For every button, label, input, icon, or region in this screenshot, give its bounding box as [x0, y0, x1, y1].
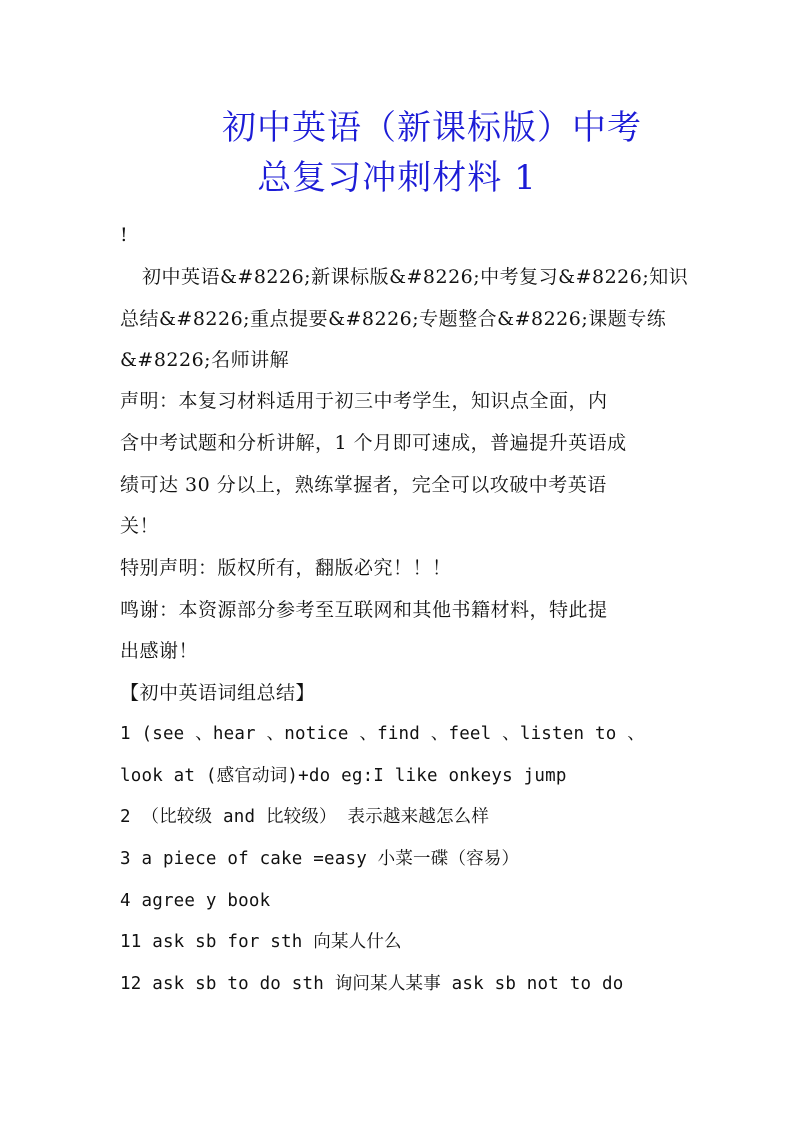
- exclamation-mark: !: [120, 224, 129, 246]
- phrase-item-3: 3 a piece of cake =easy 小菜一碟（容易）: [120, 849, 520, 869]
- statement-line-2: 含中考试题和分析讲解，1 个月即可速成，普遍提升英语成: [120, 432, 627, 454]
- statement-line-4: 关！: [120, 515, 160, 537]
- tags-line-3: &#8226;名师讲解: [120, 349, 290, 371]
- statement-line-3: 绩可达 30 分以上，熟练掌握者，完全可以攻破中考英语: [120, 474, 607, 496]
- tags-line-1: 初中英语&#8226;新课标版&#8226;中考复习&#8226;知识: [142, 266, 689, 288]
- section-heading: 【初中英语词组总结】: [120, 682, 316, 704]
- phrase-item-12: 12 ask sb to do sth 询问某人某事 ask sb not to do: [120, 974, 624, 994]
- phrase-item-1-line-2: look at (感官动词)+do eg:I like onkeys jump: [120, 766, 567, 786]
- statement-line-1: 声明：本复习材料适用于初三中考学生，知识点全面，内: [120, 390, 608, 412]
- special-statement: 特别声明：版权所有，翻版必究！！！: [120, 557, 452, 579]
- thanks-line-1: 鸣谢：本资源部分参考至互联网和其他书籍材料，特此提: [120, 599, 608, 621]
- phrase-item-4: 4 agree y book: [120, 891, 271, 911]
- thanks-line-2: 出感谢！: [120, 640, 199, 662]
- document-title-line-1: 初中英语（新课标版）中考: [222, 108, 642, 148]
- phrase-item-1-line-1: 1 (see 、hear 、notice 、find 、feel 、listen to 、: [120, 724, 645, 744]
- phrase-item-2: 2 （比较级 and 比较级） 表示越来越怎么样: [120, 807, 490, 827]
- tags-line-2: 总结&#8226;重点提要&#8226;专题整合&#8226;课题专练: [120, 308, 667, 330]
- phrase-item-11: 11 ask sb for sth 向某人什么: [120, 932, 402, 952]
- document-title-line-2: 总复习冲刺材料 1: [257, 158, 537, 198]
